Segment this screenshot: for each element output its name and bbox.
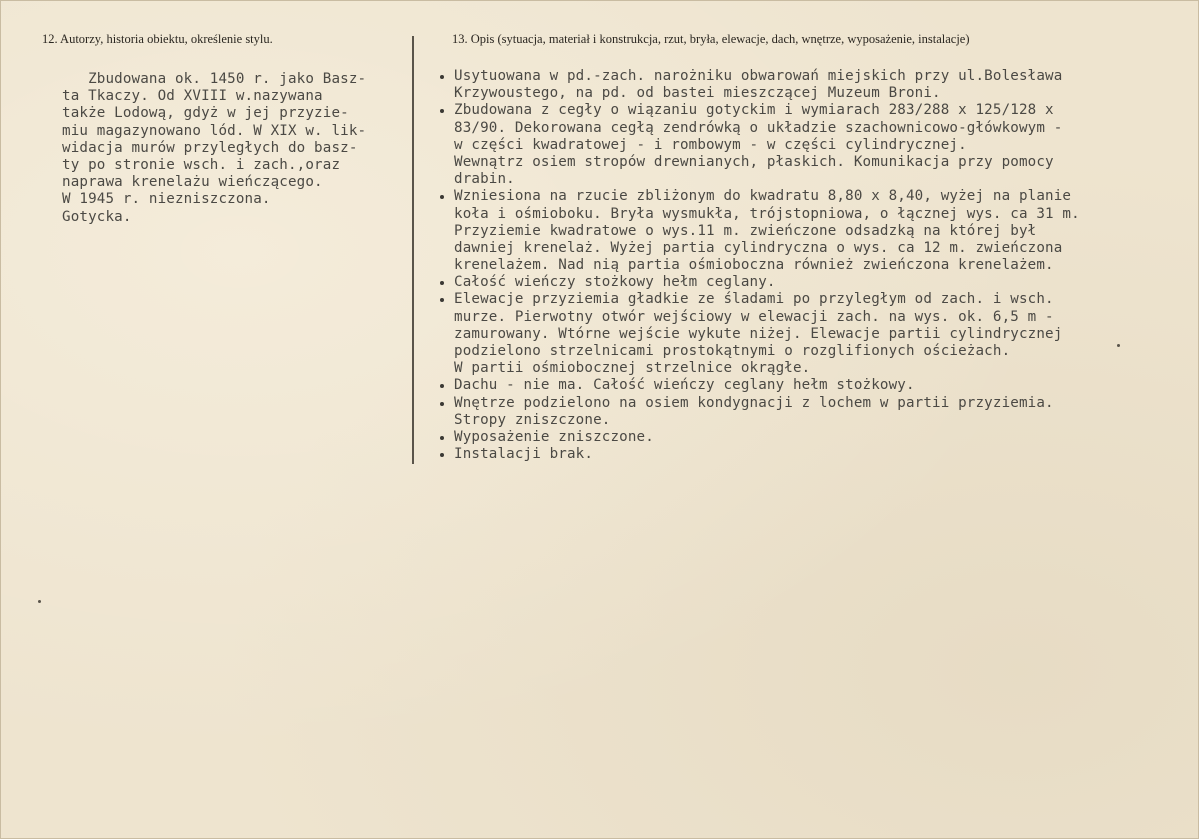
description-line	[454, 395, 1189, 412]
description-line-text: dawniej krenelaż. Wyżej partia cylindryczna o wys. ca 12 m. zwieńczona	[454, 239, 1063, 256]
history-line: ta Tkaczy. Od XVIII w.nazywana	[62, 88, 323, 105]
description-line	[454, 429, 1189, 446]
history-line: W 1945 r. niezniszczona.	[62, 191, 271, 208]
description-line-text: w części kwadratowej - i rombowym - w części cylindrycznej.	[454, 136, 967, 153]
history-line: miu magazynowano lód. W XIX w. lik-	[62, 122, 367, 139]
description-line	[454, 412, 1189, 429]
description-line-text: Dachu - nie ma. Całość wieńczy ceglany hełm stożkowy.	[454, 377, 915, 394]
description-line	[454, 309, 1189, 326]
description-line	[454, 446, 1189, 463]
section-13-heading: 13. Opis (sytuacja, materiał i konstrukcja, rzut, bryła, elewacje, dach, wnętrze, wyposażenie, instalacje)	[452, 32, 970, 46]
description-line	[454, 257, 1189, 274]
bullet-dot-icon	[440, 402, 444, 406]
description-line	[454, 240, 1189, 257]
description-line	[454, 102, 1189, 119]
description-line-text: W partii ośmiobocznej strzelnice okrągłe.	[454, 360, 811, 377]
history-line: naprawa krenelażu wieńczącego.	[62, 174, 323, 191]
description-line	[454, 377, 1189, 394]
description-line	[454, 120, 1189, 137]
bullet-dot-icon	[440, 109, 444, 113]
history-line: także Lodową, gdyż w jej przyzie-	[62, 105, 349, 122]
description-line-text: Elewacje przyziemia gładkie ze śladami po przyległym od zach. i wsch.	[454, 291, 1054, 308]
description-line-text: Stropy zniszczone.	[454, 411, 611, 428]
bullet-dot-icon	[440, 298, 444, 302]
bullet-dot-icon	[440, 281, 444, 285]
description-line-text: Wzniesiona na rzucie zbliżonym do kwadratu 8,80 x 8,40, wyżej na planie	[454, 188, 1072, 205]
description-line-text: Usytuowana w pd.-zach. narożniku obwarowań miejskich przy ul.Bolesława	[454, 68, 1063, 84]
description-line	[454, 360, 1189, 377]
description-line-text: 83/90. Dekorowana cegłą zendrówką o układzie szachownicowo-główkowym -	[454, 119, 1063, 136]
history-line: Gotycka.	[62, 208, 132, 225]
description-line	[454, 343, 1189, 360]
description-line-text: Wnętrze podzielono na osiem kondygnacji z lochem w partii przyziemia.	[454, 394, 1054, 411]
description-line-text: murze. Pierwotny otwór wejściowy w elewacji zach. na wys. ok. 6,5 m -	[454, 308, 1054, 325]
section-12-heading: 12. Autorzy, historia obiektu, określenie stylu.	[42, 32, 273, 46]
paper-speck	[38, 600, 41, 603]
description-line-text: drabin.	[454, 171, 515, 188]
description-line-text: Zbudowana z cegły o wiązaniu gotyckim i wymiarach 283/288 x 125/128 x	[454, 102, 1054, 119]
bullet-dot-icon	[440, 384, 444, 388]
description-line-text: Krzywoustego, na pd. od bastei mieszczącej Muzeum Broni.	[454, 85, 941, 102]
description-line	[454, 223, 1189, 240]
paper-speck	[1117, 344, 1120, 347]
bullet-dot-icon	[440, 453, 444, 457]
column-divider	[412, 36, 414, 464]
description-line	[454, 291, 1189, 308]
description-line	[454, 171, 1189, 188]
description-line	[454, 206, 1189, 223]
history-line: ty po stronie wsch. i zach.,oraz	[62, 156, 341, 173]
bullet-dot-icon	[440, 75, 444, 79]
description-line-text: Całość wieńczy stożkowy hełm ceglany.	[454, 274, 776, 291]
description-line-text: Przyziemie kwadratowe o wys.11 m. zwieńczone odsadzką na której był	[454, 222, 1037, 239]
description-line-text: zamurowany. Wtórne wejście wykute niżej. Elewacje partii cylindrycznej	[454, 325, 1063, 342]
history-line: widacja murów przyległych do basz-	[62, 139, 358, 156]
bullet-dot-icon	[440, 195, 444, 199]
description-line	[454, 137, 1189, 154]
description-line	[454, 68, 1189, 85]
history-text-block	[62, 71, 407, 226]
description-line-text: Wewnątrz osiem stropów drewnianych, płaskich. Komunikacja przy pomocy	[454, 153, 1054, 170]
description-line	[454, 188, 1189, 205]
description-line-text: podzielono strzelnicami prostokątnymi o rozglifionych ościeżach.	[454, 343, 1011, 359]
description-line	[454, 274, 1189, 291]
description-text-block	[454, 68, 1189, 463]
description-line-text: krenelażem. Nad nią partia ośmioboczna również zwieńczona krenelażem.	[454, 257, 1054, 274]
history-line: Zbudowana ok. 1450 r. jako Basz-	[62, 71, 367, 87]
description-line	[454, 154, 1189, 171]
description-line	[454, 85, 1189, 102]
description-line-text: Instalacji brak.	[454, 446, 594, 463]
description-line	[454, 326, 1189, 343]
description-line-text: koła i ośmioboku. Bryła wysmukła, trójstopniowa, o łącznej wys. ca 31 m.	[454, 205, 1080, 222]
description-line-text: Wyposażenie zniszczone.	[454, 428, 654, 445]
bullet-dot-icon	[440, 436, 444, 440]
